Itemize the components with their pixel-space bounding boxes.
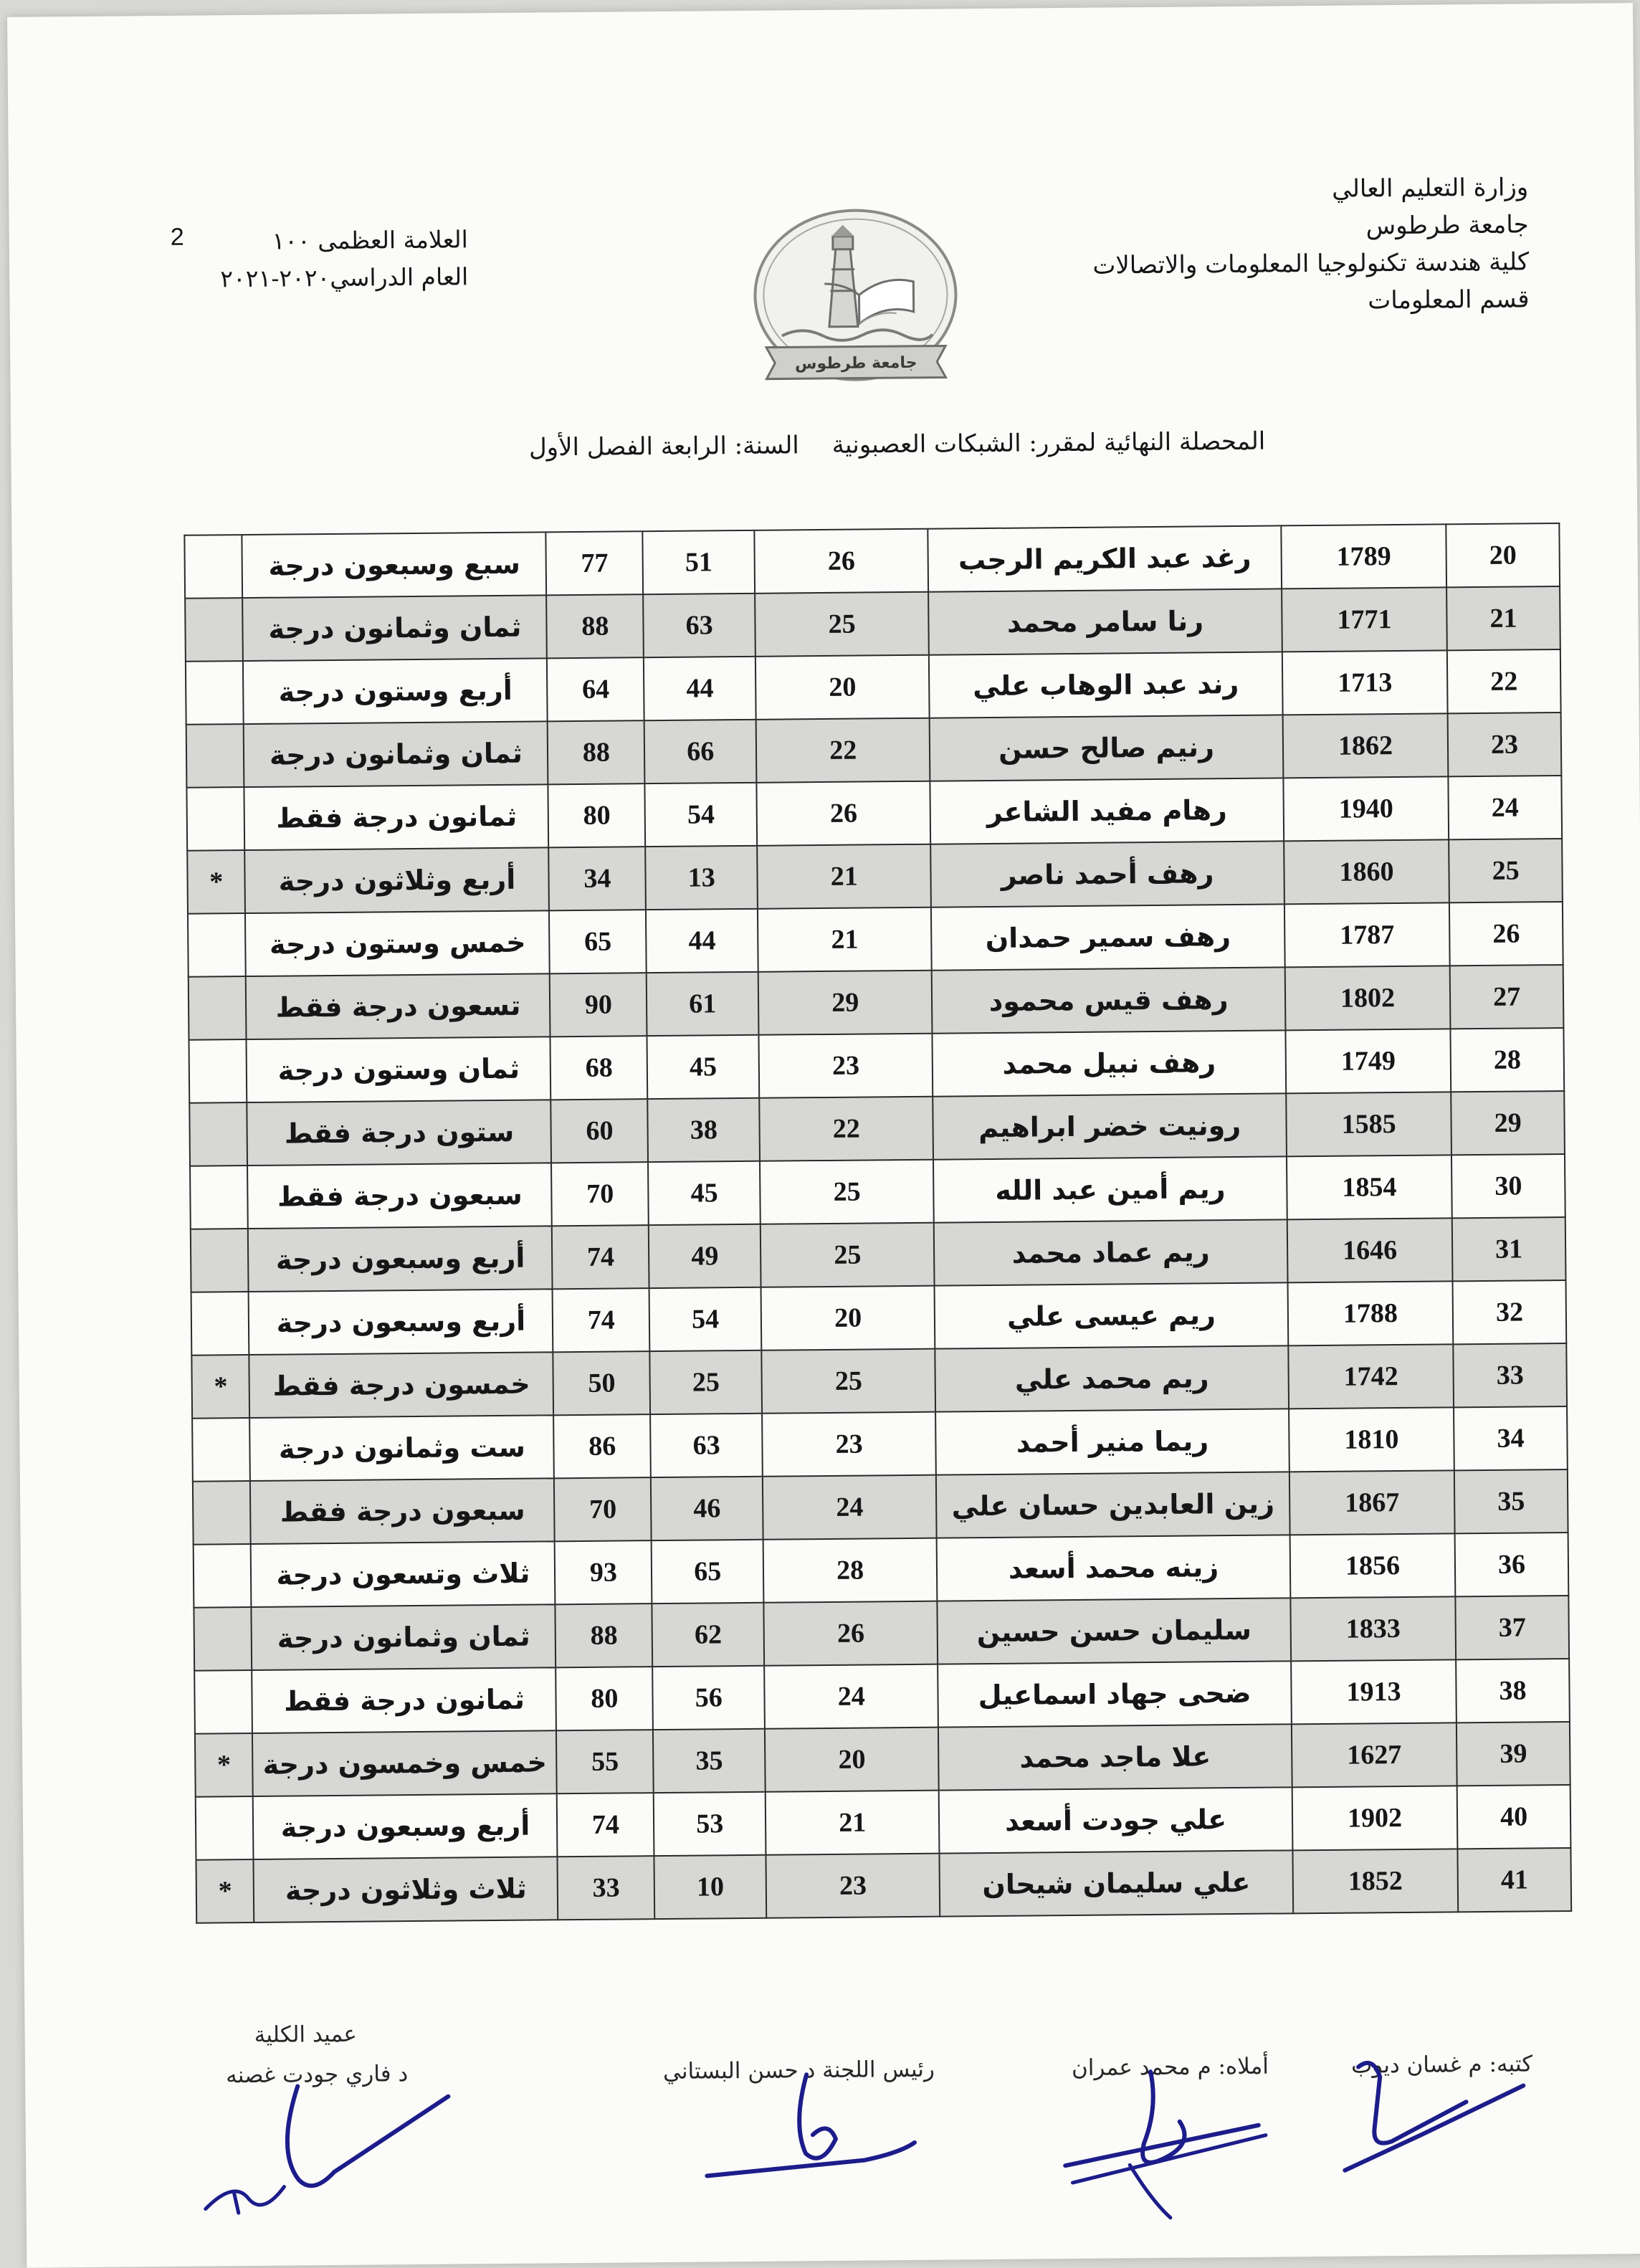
row-number: 40: [1457, 1785, 1571, 1849]
total-mark: 55: [556, 1730, 654, 1793]
coursework-mark: 22: [759, 1097, 933, 1161]
fail-marker: [186, 661, 244, 725]
coursework-mark: 20: [755, 655, 930, 720]
fail-marker: *: [187, 850, 245, 914]
student-name: رهف أحمد ناصر: [930, 841, 1284, 907]
total-mark: 64: [547, 657, 644, 721]
row-number: 37: [1456, 1596, 1570, 1659]
total-mark: 50: [553, 1351, 651, 1415]
coursework-mark: 24: [763, 1475, 937, 1540]
fail-marker: [193, 1481, 251, 1545]
table-row: [188, 902, 1563, 977]
total-mark: 80: [548, 783, 646, 847]
student-name: ريم أمين عبد الله: [933, 1156, 1287, 1222]
row-number: 41: [1458, 1848, 1572, 1912]
fail-marker: [189, 1102, 247, 1166]
student-id: 1902: [1292, 1786, 1458, 1850]
exam-mark: 54: [649, 1287, 762, 1351]
coursework-mark: 21: [757, 844, 931, 909]
coursework-mark: 25: [760, 1160, 934, 1224]
total-in-words: ثمان وثمانون درجة: [252, 1604, 556, 1670]
row-number: 30: [1451, 1154, 1565, 1218]
row-number: 33: [1453, 1343, 1567, 1407]
student-id: 1852: [1292, 1849, 1458, 1913]
signature-writer: [1330, 2032, 1546, 2185]
student-name: علي جودت أسعد: [939, 1787, 1292, 1853]
total-in-words: أربع وثلاثون درجة: [245, 847, 550, 913]
exam-mark: 66: [644, 720, 757, 783]
student-id: 1940: [1283, 776, 1449, 841]
total-mark: 80: [556, 1667, 654, 1730]
coursework-mark: 28: [763, 1538, 938, 1603]
committee-head-label: رئيس اللجنة د حسن البستاني: [663, 2057, 935, 2084]
student-id: 1856: [1289, 1533, 1455, 1598]
fail-marker: [194, 1670, 252, 1734]
fail-marker: [185, 598, 243, 662]
exam-mark: 56: [652, 1666, 765, 1730]
table-row: [196, 1785, 1571, 1860]
total-in-words: أربع وستون درجة: [243, 658, 548, 724]
student-name: سليمان حسن حسين: [938, 1598, 1291, 1664]
exam-mark: 46: [651, 1477, 763, 1540]
total-mark: 86: [554, 1414, 652, 1478]
coursework-mark: 26: [757, 781, 931, 846]
total-mark: 34: [549, 847, 647, 910]
fail-marker: [186, 787, 244, 851]
fail-marker: [184, 535, 242, 599]
student-name: ضحى جهاد اسماعيل: [938, 1661, 1291, 1727]
student-name: رنا سامر محمد: [928, 589, 1282, 654]
total-mark: 60: [551, 1099, 649, 1163]
row-number: 29: [1451, 1091, 1565, 1155]
coursework-mark: 20: [765, 1728, 939, 1792]
student-id: 1627: [1292, 1723, 1457, 1787]
student-id: 1867: [1289, 1470, 1455, 1535]
faculty-name: كلية هندسة تكنولوجيا المعلومات والاتصالات: [941, 243, 1529, 285]
total-mark: 74: [557, 1793, 654, 1857]
table-row: [189, 1091, 1565, 1166]
student-id: 1802: [1285, 966, 1451, 1030]
ministry-name: وزارة التعليم العالي: [940, 168, 1528, 211]
total-in-words: أربع وسبعون درجة: [248, 1226, 553, 1292]
table-row: [194, 1596, 1569, 1671]
coursework-mark: 23: [766, 1854, 940, 1918]
institution-header: [940, 168, 1530, 323]
student-id: 1862: [1282, 713, 1448, 778]
student-id: 1854: [1287, 1155, 1452, 1219]
table-row: [186, 776, 1562, 851]
student-id: 1787: [1284, 902, 1450, 967]
academic-year: العام الدراسي٢٠٢٠-٢٠٢١: [160, 258, 468, 298]
document-page: [7, 3, 1640, 2268]
student-id: 1771: [1282, 587, 1447, 652]
fail-marker: [194, 1607, 252, 1671]
coursework-mark: 25: [761, 1223, 935, 1287]
exam-mark: 38: [648, 1098, 761, 1162]
student-id: 1742: [1288, 1344, 1454, 1409]
exam-mark: 13: [645, 846, 758, 910]
table-row: [192, 1406, 1568, 1482]
coursework-mark: 23: [762, 1412, 936, 1477]
row-number: 31: [1452, 1217, 1566, 1281]
row-number: 22: [1447, 649, 1561, 713]
student-name: علا ماجد محمد: [938, 1724, 1292, 1790]
row-number: 25: [1449, 839, 1563, 902]
exam-mark: 25: [650, 1350, 763, 1414]
total-in-words: ثمان وثمانون درجة: [243, 595, 548, 661]
table-row: [190, 1154, 1565, 1229]
row-number: 21: [1446, 586, 1560, 650]
table-row: [186, 649, 1561, 725]
total-in-words: سبعون درجة فقط: [250, 1478, 555, 1544]
fail-marker: [186, 724, 244, 788]
table-row: [187, 839, 1563, 914]
university-logo: [743, 202, 967, 398]
table-row: [195, 1722, 1570, 1797]
table-row: [191, 1343, 1567, 1419]
total-in-words: سبع وسبعون درجة: [242, 532, 547, 598]
total-in-words: تسعون درجة فقط: [246, 973, 550, 1039]
total-in-words: ثمان وثمانون درجة: [244, 721, 548, 787]
student-id: 1585: [1286, 1092, 1451, 1156]
student-name: رغد عبد الكريم الرجب: [928, 525, 1282, 591]
exam-mark: 63: [650, 1414, 763, 1477]
exam-mark: 44: [644, 657, 756, 720]
exam-mark: 44: [646, 909, 758, 973]
exam-mark: 10: [654, 1855, 767, 1919]
dean-title: عميد الكلية: [254, 2021, 357, 2048]
student-name: رهام مفيد الشاعر: [930, 778, 1284, 844]
student-name: ريم عماد محمد: [934, 1219, 1287, 1285]
student-id: 1646: [1287, 1218, 1453, 1282]
table-row: [186, 713, 1562, 788]
fail-marker: [189, 976, 247, 1040]
row-number: 23: [1448, 713, 1562, 776]
table-row: [191, 1280, 1567, 1355]
table-row: [189, 1028, 1565, 1103]
total-in-words: ثمانون درجة فقط: [244, 784, 549, 850]
student-name: رند عبد الوهاب علي: [929, 652, 1282, 718]
coursework-mark: 25: [755, 592, 929, 657]
course-name: المحصلة النهائية لمقرر: الشبكات العصبونية: [832, 427, 1266, 459]
total-mark: 90: [550, 973, 647, 1037]
exam-mark: 51: [643, 530, 755, 594]
student-name: زينه محمد أسعد: [937, 1535, 1290, 1601]
fail-marker: [194, 1544, 252, 1608]
exam-mark: 63: [643, 594, 755, 657]
coursework-mark: 26: [755, 529, 929, 594]
total-mark: 93: [555, 1540, 652, 1604]
fail-marker: *: [196, 1859, 254, 1923]
fail-marker: [191, 1229, 249, 1292]
total-in-words: ثلاث وثلاثون درجة: [254, 1857, 558, 1922]
coursework-mark: 23: [759, 1034, 933, 1098]
table-row: [191, 1217, 1566, 1292]
total-in-words: سبعون درجة فقط: [248, 1163, 553, 1229]
coursework-mark: 25: [761, 1349, 935, 1414]
total-mark: 74: [553, 1288, 650, 1352]
student-name: رنيم صالح حسن: [930, 715, 1283, 781]
row-number: 35: [1454, 1469, 1568, 1533]
university-name: جامعة طرطوس: [940, 206, 1528, 248]
exam-mark: 45: [648, 1161, 761, 1225]
signature-dictator: [1043, 2056, 1288, 2223]
dictated-by-label: أملاه: م محمد عمران: [1072, 2054, 1269, 2081]
exam-mark: 62: [652, 1603, 765, 1667]
exam-mark: 54: [645, 783, 758, 847]
student-id: 1789: [1281, 524, 1446, 589]
exam-mark: 53: [654, 1792, 766, 1856]
student-id: 1810: [1289, 1407, 1454, 1472]
total-in-words: أربع وسبعون درجة: [253, 1793, 558, 1859]
row-number: 26: [1449, 902, 1563, 966]
coursework-mark: 20: [761, 1286, 935, 1350]
total-in-words: ستون درجة فقط: [247, 1100, 552, 1166]
table-row: [189, 965, 1564, 1040]
row-number: 28: [1451, 1028, 1565, 1092]
exam-mark: 49: [649, 1224, 761, 1288]
total-in-words: ست وثمانون درجة: [250, 1415, 555, 1481]
row-number: 38: [1456, 1659, 1570, 1723]
signature-committee-head: [685, 2059, 930, 2205]
fail-marker: [189, 1039, 247, 1103]
total-mark: 88: [556, 1604, 653, 1667]
page-number: 2: [171, 224, 184, 252]
row-number: 20: [1446, 523, 1560, 587]
total-in-words: خمس وخمسون درجة: [252, 1730, 557, 1796]
fail-marker: *: [195, 1733, 253, 1797]
row-number: 32: [1453, 1280, 1567, 1344]
student-id: 1913: [1291, 1659, 1457, 1724]
logo-wordmark: جامعة طرطوس: [795, 354, 917, 373]
coursework-mark: 21: [766, 1791, 940, 1855]
coursework-mark: 21: [758, 907, 932, 972]
exam-info: [160, 221, 469, 298]
fail-marker: [190, 1166, 248, 1229]
row-number: 36: [1455, 1533, 1569, 1596]
grades-table: [183, 523, 1572, 1924]
total-in-words: خمس وستون درجة: [245, 910, 550, 976]
row-number: 34: [1454, 1406, 1568, 1470]
student-name: رهف نبيل محمد: [933, 1030, 1286, 1096]
total-mark: 65: [549, 910, 647, 973]
total-in-words: ثمان وستون درجة: [247, 1037, 551, 1102]
signature-block: [182, 2003, 1532, 2230]
student-id: 1860: [1284, 839, 1449, 904]
table-row: [194, 1533, 1569, 1608]
signature-dean: [190, 2070, 492, 2231]
total-mark: 88: [548, 720, 645, 784]
total-mark: 33: [558, 1856, 655, 1920]
student-id: 1713: [1282, 650, 1448, 715]
fail-marker: [196, 1796, 254, 1860]
exam-mark: 45: [647, 1035, 760, 1099]
exam-mark: 35: [653, 1729, 766, 1793]
student-id: 1749: [1285, 1029, 1451, 1093]
student-name: رهف قيس محمود: [932, 967, 1285, 1033]
coursework-mark: 29: [758, 971, 933, 1035]
row-number: 39: [1457, 1722, 1570, 1786]
student-name: ريما منير أحمد: [935, 1409, 1289, 1474]
total-mark: 77: [546, 531, 644, 595]
dean-name: د فاري جودت غصنه: [226, 2061, 408, 2088]
table-row: [194, 1659, 1570, 1734]
max-grade: العلامة العظمى ١٠٠: [160, 221, 468, 261]
fail-marker: *: [191, 1355, 249, 1419]
written-by-label: كتبه: م غسان ديوب: [1351, 2051, 1532, 2078]
table-row: [193, 1469, 1568, 1545]
student-name: ريم محمد علي: [935, 1345, 1289, 1411]
total-mark: 70: [551, 1162, 649, 1226]
total-mark: 74: [552, 1225, 649, 1289]
student-name: زين العابدين حسان علي: [936, 1472, 1289, 1538]
student-name: رونيت خضر ابراهيم: [933, 1093, 1286, 1159]
total-mark: 88: [547, 594, 644, 658]
table-row: [185, 586, 1560, 662]
fail-marker: [192, 1418, 250, 1482]
coursework-mark: 22: [756, 718, 930, 783]
coursework-mark: 26: [764, 1601, 938, 1666]
table-row: [184, 523, 1560, 599]
fail-marker: [188, 913, 246, 977]
exam-mark: 61: [647, 972, 759, 1036]
table-row: [196, 1848, 1571, 1923]
total-in-words: ثلاث وتسعون درجة: [251, 1541, 556, 1607]
student-name: ريم عيسى علي: [935, 1282, 1288, 1348]
exam-mark: 65: [652, 1540, 764, 1604]
coursework-mark: 24: [764, 1664, 938, 1729]
total-mark: 70: [554, 1477, 652, 1541]
department-name: قسم المعلومات: [941, 280, 1529, 323]
student-id: 1833: [1290, 1596, 1456, 1661]
total-in-words: خمسون درجة فقط: [249, 1352, 554, 1418]
total-in-words: أربع وسبعون درجة: [249, 1289, 553, 1355]
student-name: علي سليمان شيحان: [940, 1850, 1293, 1916]
year-term: السنة: الرابعة الفصل الأول: [529, 431, 799, 462]
row-number: 27: [1450, 965, 1564, 1029]
student-name: رهف سمير حمدان: [931, 904, 1284, 970]
course-title-line: [383, 425, 1265, 466]
student-id: 1788: [1287, 1281, 1453, 1345]
total-in-words: ثمانون درجة فقط: [252, 1667, 557, 1733]
total-mark: 68: [550, 1036, 648, 1100]
fail-marker: [191, 1292, 249, 1355]
row-number: 24: [1449, 776, 1563, 839]
